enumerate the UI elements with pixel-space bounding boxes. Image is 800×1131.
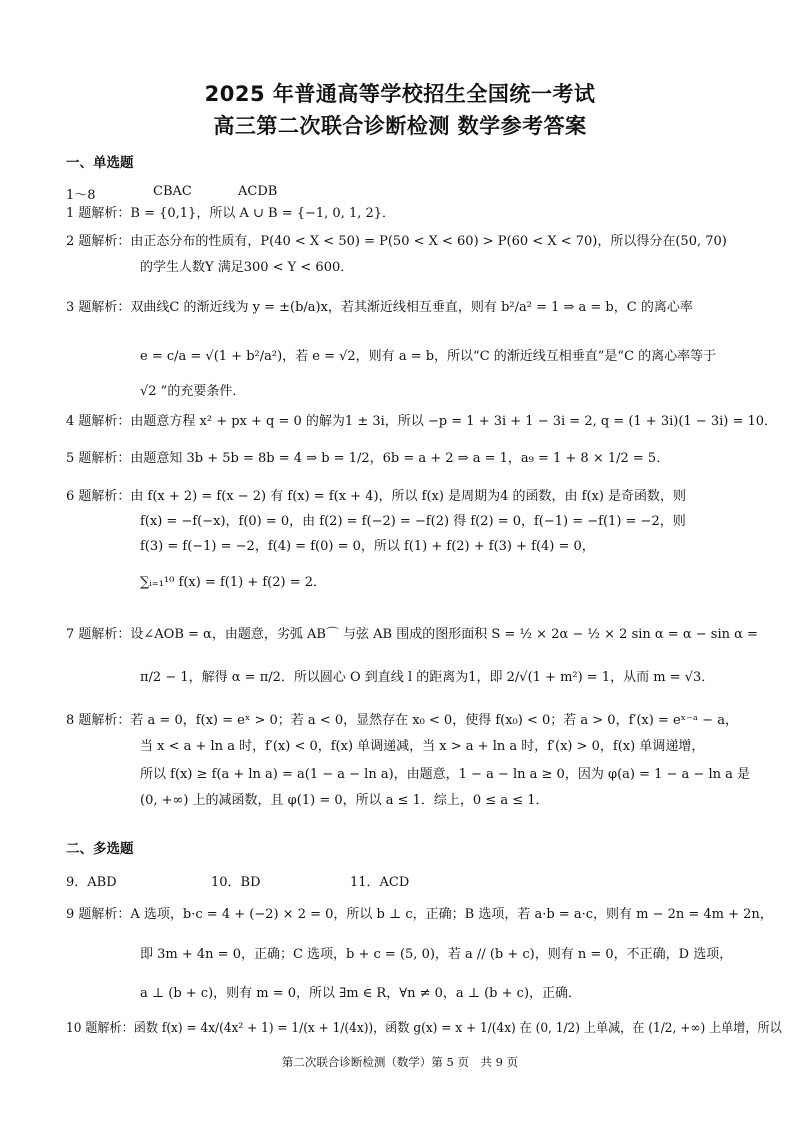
document-title: 2025 年普通高等学校招生全国统一考试 — [204, 82, 596, 106]
solution-9-cont2: a ⊥ (b + c)，则有 m = 0，所以 ∃m ∈ R，∀n ≠ 0，a ⊥ (b + c)，正确． — [140, 986, 582, 1001]
answer-11: 11．ACD — [350, 875, 410, 890]
solution-4: 4 题解析：由题意方程 x² + px + q = 0 的解为1 ± 3i，所以 −p = 1 + 3i + 1 − 3i = 2, q = (1 + 3i)(1 − 3i) = 10． — [66, 414, 778, 429]
solution-7-cont: π/2 − 1，解得 α = π/2．所以圆心 O 到直线 l 的距离为1，即 2/√(1 + m²) = 1，从而 m = √3． — [140, 670, 715, 685]
solution-2-cont: 的学生人数Y 满足300 < Y < 600． — [140, 260, 354, 275]
answer-group-5-8: ACDB — [238, 184, 278, 199]
solution-2: 2 题解析：由正态分布的性质有，P(40 < X < 50) = P(50 < X < 60) > P(60 < X < 70)，所以得分在(50, 70) — [66, 234, 727, 249]
solution-7: 7 题解析：设∠AOB = α，由题意，劣弧 AB⌒ 与弦 AB 围成的图形面积 S = ½ × 2α − ½ × 2 sin α = α − sin α = — [66, 627, 758, 642]
solution-1: 1 题解析：B = {0,1}，所以 A ∪ B = {−1, 0, 1, 2}． — [66, 206, 396, 221]
solution-6-cont2: f(3) = f(−1) = −2，f(4) = f(0) = 0，所以 f(1) + f(2) + f(3) + f(4) = 0， — [140, 539, 595, 554]
solution-8-cont3: (0, +∞) 上的减函数，且 φ(1) = 0，所以 a ≤ 1．综上，0 ≤ a ≤ 1． — [140, 793, 549, 808]
solution-3-cont: e = c/a = √(1 + b²/a²)，若 e = √2，则有 a = b，所以“C 的渐近线互相垂直”是“C 的离心率等于 — [140, 349, 717, 364]
document-subtitle: 高三第二次联合诊断检测 数学参考答案 — [213, 114, 587, 138]
solution-5: 5 题解析：由题意知 3b + 5b = 8b = 4 ⇒ b = 1/2，6b = a + 2 ⇒ a = 1，a₉ = 1 + 8 × 1/2 = 5． — [66, 451, 670, 466]
solution-9-cont: 即 3m + 4n = 0，正确；C 选项，b + c = (5, 0)，若 a // (b + c)，则有 n = 0，不正确，D 选项， — [140, 947, 733, 962]
solution-6: 6 题解析：由 f(x + 2) = f(x − 2) 有 f(x) = f(x + 4)，所以 f(x) 是周期为4 的函数，由 f(x) 是奇函数，则 — [66, 489, 687, 504]
answer-10: 10．BD — [211, 875, 261, 890]
solution-6-cont: f(x) = −f(−x)，f(0) = 0，由 f(2) = f(−2) = −f(2) 得 f(2) = 0，f(−1) = −f(1) = −2，则 — [140, 514, 686, 529]
answer-range-label: 1～8 — [66, 188, 96, 203]
solution-10: 10 题解析：函数 f(x) = 4x/(4x² + 1) = 1/(x + 1/(4x))，函数 g(x) = x + 1/(4x) 在 (0, 1/2) 上单减，在 (1/2, +∞) 上单增，所以 — [66, 1021, 782, 1036]
solution-6-cont3: ∑ᵢ₌₁¹⁰ f(x) = f(1) + f(2) = 2． — [140, 575, 327, 590]
page-footer: 第二次联合诊断检测（数学）第 5 页 共 9 页 — [281, 1055, 519, 1069]
solution-8-cont: 当 x < a + ln a 时，f′(x) < 0，f(x) 单调递减，当 x > a + ln a 时，f′(x) > 0，f(x) 单调递增， — [140, 739, 705, 754]
section-heading-multi-choice: 二、多选题 — [66, 841, 134, 857]
solution-8-cont2: 所以 f(x) ≥ f(a + ln a) = a(1 − a − ln a)，由题意，1 − a − ln a ≥ 0，因为 φ(a) = 1 − a − ln a 是 — [140, 767, 750, 782]
solution-3: 3 题解析：双曲线C 的渐近线为 y = ±(b/a)x，若其渐近线相互垂直，则有 b²/a² = 1 ⇒ a = b，C 的离心率 — [66, 300, 693, 315]
solution-3-cont2: √2 ”的充要条件． — [140, 384, 246, 399]
answer-9: 9．ABD — [66, 875, 117, 890]
solution-8: 8 题解析：若 a = 0，f(x) = eˣ > 0；若 a < 0，显然存在 x₀ < 0，使得 f(x₀) < 0；若 a > 0，f′(x) = eˣ⁻ᵃ − a， — [66, 713, 738, 728]
section-heading-single-choice: 一、单选题 — [66, 155, 134, 171]
solution-9: 9 题解析：A 选项，b·c = 4 + (−2) × 2 = 0，所以 b ⊥ c，正确；B 选项，若 a·b = a·c，则有 m − 2n = 4m + 2n， — [66, 907, 773, 922]
answer-group-1-4: CBAC — [153, 184, 192, 199]
